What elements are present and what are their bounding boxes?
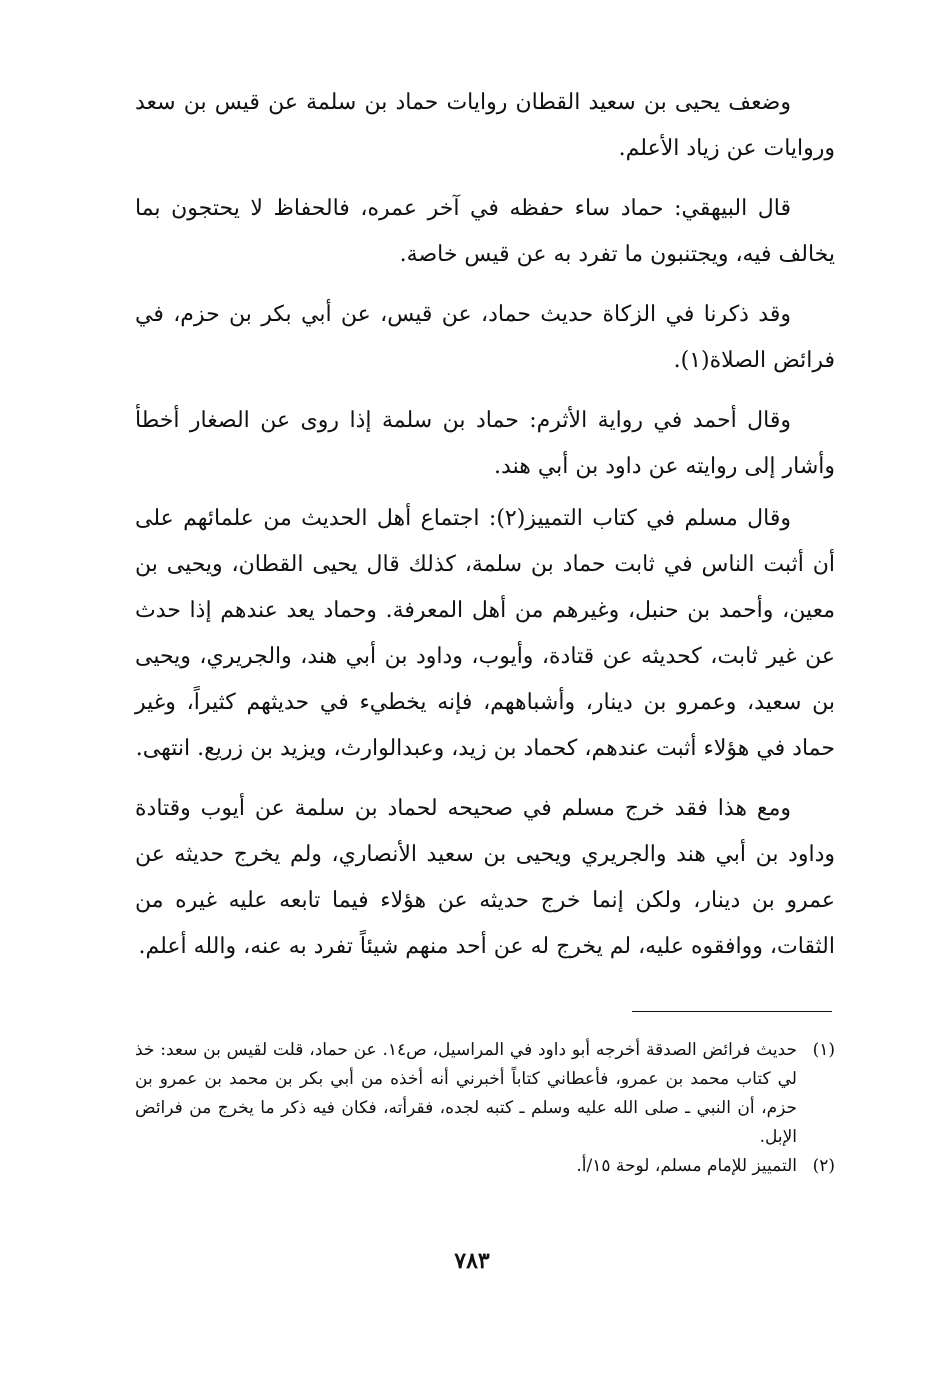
paragraph-3: وقد ذكرنا في الزكاة حديث حماد، عن قيس، عن أبي بكر بن حزم، في فرائض الصلاة(١). xyxy=(135,302,835,373)
footnote-text: حديث فرائض الصدقة أخرجه أبو داود في المراسيل، ص١٤. عن حماد، قلت لقيس بن سعد: خذ لي كتاب محمد بن عمرو، فأعطاني كتاباً أخبرني أنه أخذه من أبي بكر بن محمد بن عمرو بن حزم، أن النبي ـ صلى الله عليه وسلم ـ كتبه لجده، فقرأته، فكان فيه ذكر ما يخرج من فرائض الإبل. xyxy=(135,1040,797,1147)
paragraph-2: قال البيهقي: حماد ساء حفظه في آخر عمره، فالحفاظ لا يحتجون بما يخالف فيه، ويجتنبون ما تفرد به عن قيس خاصة. xyxy=(135,196,835,267)
footnotes xyxy=(135,1036,835,1181)
footnote-separator xyxy=(632,1011,832,1012)
footnote-number: (٢) xyxy=(812,1156,835,1176)
paragraph-5: وقال مسلم في كتاب التمييز(٢): اجتماع أهل الحديث من علمائهم على أن أثبت الناس في ثابت حماد بن سلمة، كذلك قال يحيى القطان، ويحيى بن معين، وأحمد بن حنبل، وغيرهم من أهل المعرفة. وحماد يعد عندهم إذا حدث عن غير ثابت، كحديثه عن قتادة، وأيوب، وداود بن أبي هند، والجريري، ويحيى بن سعيد، وعمرو بن دينار، وأشباههم، فإنه يخطيء في حديثهم كثيراً، وغير حماد في هؤلاء أثبت عندهم، كحماد بن زيد، وعبدالوارث، ويزيد بن زريع. انتهى. xyxy=(135,506,835,761)
paragraph-1: وضعف يحيى بن سعيد القطان روايات حماد بن سلمة عن قيس بن سعد وروايات عن زياد الأعلم. xyxy=(135,90,835,161)
main-text xyxy=(135,80,835,976)
footnote-number: (١) xyxy=(812,1040,835,1060)
footnote-2 xyxy=(135,1152,835,1181)
footnote-1 xyxy=(135,1036,835,1152)
page-number: ٧٨٣ xyxy=(454,1248,490,1274)
paragraph-6: ومع هذا فقد خرج مسلم في صحيحه لحماد بن سلمة عن أيوب وقتادة وداود بن أبي هند والجريري ويحيى بن سعيد الأنصاري، ولم يخرج حديثه عن عمرو بن دينار، ولكن إنما خرج حديثه عن هؤلاء فيما تابعه عليه غيره من الثقات، ووافقوه عليه، لم يخرج له عن أحد منهم شيئاً تفرد به عنه، والله أعلم. xyxy=(135,796,835,959)
paragraph-4: وقال أحمد في رواية الأثرم: حماد بن سلمة إذا روى عن الصغار أخطأ وأشار إلى روايته عن داود بن أبي هند. xyxy=(135,408,835,479)
footnote-text: التمييز للإمام مسلم، لوحة ١٥/أ. xyxy=(576,1156,797,1176)
